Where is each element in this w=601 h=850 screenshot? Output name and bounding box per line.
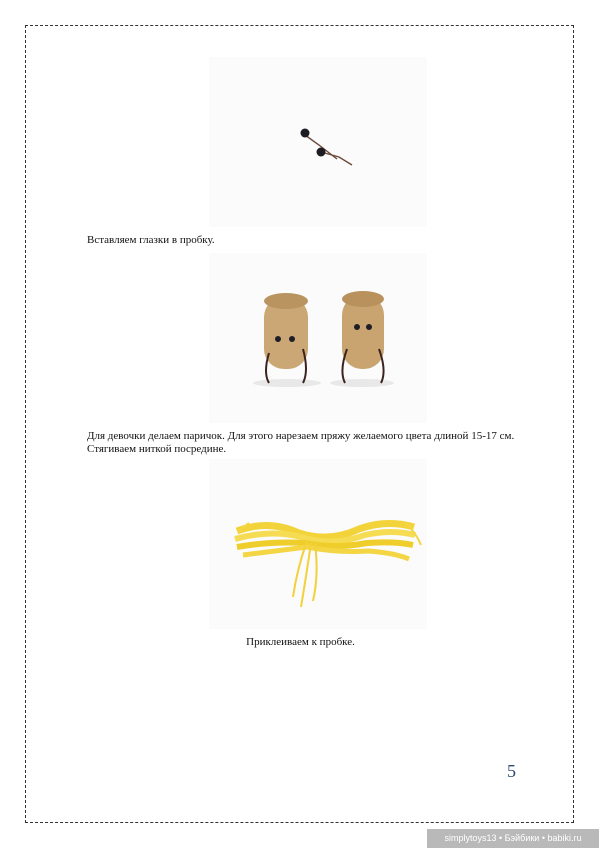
yarn-bundle-photo [209,459,427,629]
cork-figures-illustration [209,253,427,423]
yarn-bundle-illustration [209,459,427,629]
page-number: 5 [507,761,516,781]
caption-insert-eyes: Вставляем глазки в пробку. [87,234,215,246]
cork-figures-photo [209,253,427,423]
caption-glue-to-cork: Приклеиваем к пробке. [246,636,355,648]
eye-pins-illustration [209,57,427,227]
caption-make-wig: Для девочки делаем паричок. Для этого нарезаем пряжу желаемого цвета длиной 15-17 см. Стягиваем ниткой посредине. [87,430,515,455]
watermark: simplytoys13 • Бэйбики • babiki.ru [427,829,599,848]
eye-pins-photo [209,57,427,227]
